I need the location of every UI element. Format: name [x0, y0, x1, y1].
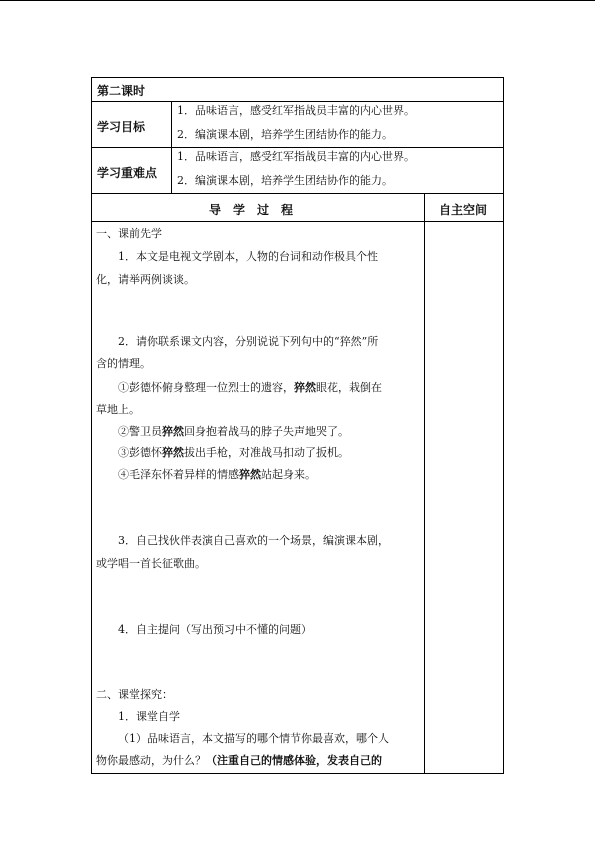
table-rule [171, 101, 172, 193]
table-rule [91, 221, 504, 222]
page-top-rule [0, 0, 595, 1]
sentence-text: 拔出手枪，对准战马扣动了扳机。 [184, 446, 349, 459]
sentence-text: ①彭德怀俯身整理一位烈士的遗容， [118, 381, 294, 394]
question-text [96, 753, 382, 768]
table-border-left [91, 77, 92, 774]
sentence-2 [118, 424, 349, 439]
question-text: 1．本文是电视文学剧本，人物的台词和动作极具个性 [118, 250, 378, 263]
question-text: （1）品味语言，本文描写的哪个情节你最喜欢，哪个人 [118, 732, 389, 745]
lesson-title: 第二课时 [97, 84, 146, 98]
sentence-text: ④毛泽东怀着异样的情感 [118, 468, 239, 481]
sentence-text: ③彭德怀 [118, 446, 162, 459]
table-rule [91, 147, 504, 148]
sentence-text: ②警卫员 [118, 425, 162, 438]
sentence-4 [118, 467, 316, 482]
question-text: 化，请举两例谈谈。 [96, 273, 195, 286]
highlight-word: 猝然 [162, 446, 184, 459]
subsection-heading: 1．课堂自学 [118, 710, 180, 723]
self-space-column-header: 自主空间 [439, 203, 488, 217]
sentence-1 [118, 380, 382, 395]
sentence-text: 回身抱着战马的脖子失声地哭了。 [184, 425, 349, 438]
instruction-bold: （注重自己的情感体验，发表自己的 [206, 754, 382, 767]
question-text: 2．请你联系课文内容，分别说说下列句中的“猝然”所 [118, 335, 379, 348]
highlight-word: 猝然 [294, 381, 316, 394]
goal-item: 2．编演课本剧，培养学生团结协作的能力。 [177, 128, 393, 141]
goal-item: 1．品味语言，感受红军指战员丰富的内心世界。 [177, 104, 415, 117]
table-border-top [91, 77, 504, 78]
key-points-label: 学习重难点 [97, 166, 158, 180]
table-rule [91, 101, 504, 102]
sentence-text: 眼花，栽倒在 [316, 381, 382, 394]
section-heading: 一、课前先学 [96, 227, 162, 240]
highlight-word: 猝然 [239, 468, 261, 481]
table-rule [424, 193, 425, 774]
section-heading: 二、课堂探究： [96, 688, 173, 701]
question-text: 含的情理。 [96, 357, 151, 370]
sentence-3 [118, 445, 349, 460]
table-border-right [503, 77, 504, 774]
goals-label: 学习目标 [97, 120, 146, 134]
table-border-bottom [91, 773, 504, 774]
question-text: 4．自主提问（写出预习中不懂的问题） [118, 623, 312, 636]
highlight-word: 猝然 [162, 425, 184, 438]
question-text: 或学唱一首长征歌曲。 [96, 557, 206, 570]
process-column-header: 导 学 过 程 [209, 203, 294, 217]
sentence-1-continued: 草地上。 [96, 403, 140, 416]
key-point-item: 2．编演课本剧，培养学生团结协作的能力。 [177, 174, 393, 187]
question-segment: 物你最感动，为什么？ [96, 754, 206, 767]
sentence-text: 站起身来。 [261, 468, 316, 481]
question-text: 3．自己找伙伴表演自己喜欢的一个场景，编演课本剧， [118, 534, 389, 547]
key-point-item: 1．品味语言，感受红军指战员丰富的内心世界。 [177, 150, 415, 163]
table-rule [91, 193, 504, 194]
